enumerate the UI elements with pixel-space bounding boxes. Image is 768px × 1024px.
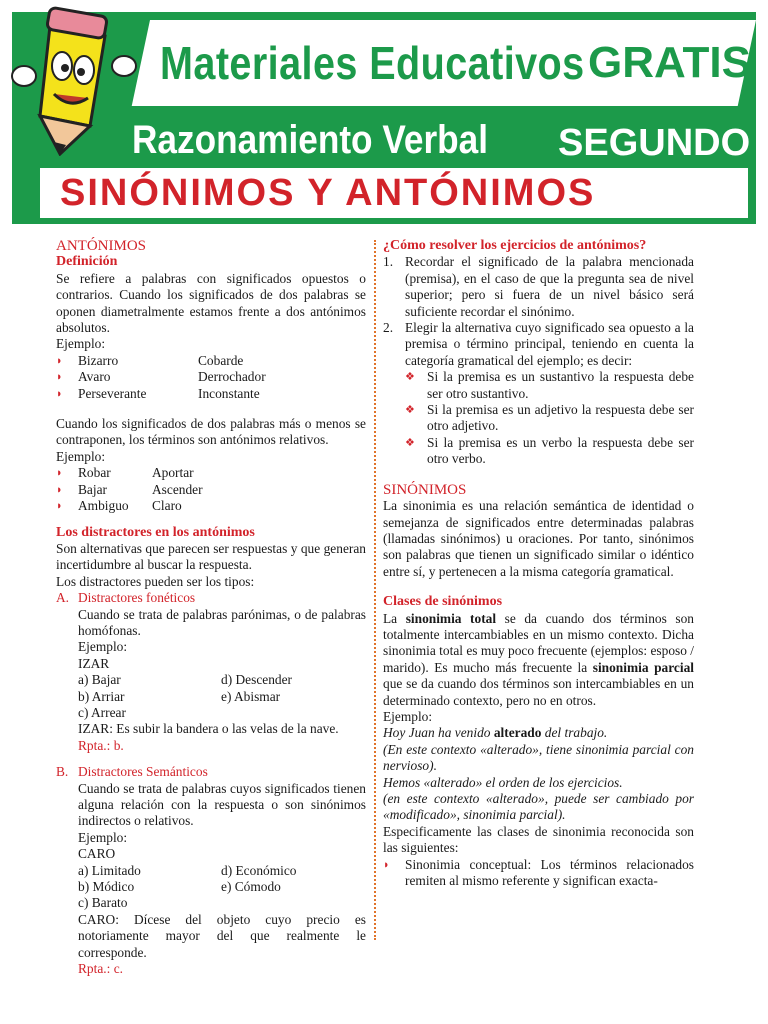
section-b-text: Cuando se trata de palabras cuyos significados tienen alguna relación con la respuesta o son sinónimos indirectos o relativos. bbox=[78, 780, 366, 829]
premise-word: CARO bbox=[78, 846, 116, 862]
como-resolver-heading: ¿Cómo resolver los ejercicios de antónimos? bbox=[383, 238, 647, 253]
bullet-icon: ◗ bbox=[56, 483, 63, 496]
bullet-icon: ◗ bbox=[56, 500, 63, 513]
brand-title: Materiales Educativos bbox=[160, 37, 585, 89]
pencil-mascot-icon bbox=[10, 6, 138, 156]
answer-label: Rpta.: b. bbox=[78, 737, 124, 753]
section-a-explanation: IZAR: Es subir la bandera o las velas de la nave. bbox=[78, 721, 339, 737]
example-note: (En este contexto «alterado», tiene sinonimia parcial con nervioso). bbox=[383, 741, 694, 774]
option-row: b) Módico e) Cómodo bbox=[78, 879, 281, 895]
sub-item: ❖ Si la premisa es un verbo la respuesta debe ser otro verbo. bbox=[405, 434, 694, 467]
clases-text: La sinonimia total se da cuando dos términos son totalmente intercambiables en un mismo contexto. Dicha sinonimia total es muy poco frecuente (ejemplos: esposo / marido). Es mucho más frecuente la sinonimia parcial que se da cuando dos términos son intercambiables en un determinado contexto, pero no en otros. bbox=[383, 610, 694, 708]
page-header bbox=[0, 0, 768, 228]
step-item: 1. Recordar el significado de la palabra mencionada (premisa), en el caso de que la pregunta sea de nivel superior; pero si fuera de un nivel básico será suficiente recordar el sinónimo. bbox=[383, 254, 694, 319]
section-b-heading: B. Distractores Semánticos bbox=[56, 764, 208, 780]
example-sentence: Hoy Juan ha venido alterado del trabajo. bbox=[383, 725, 608, 741]
option-row: c) Arrear bbox=[78, 704, 126, 720]
option-row: a) Bajar d) Descender bbox=[78, 672, 293, 688]
clases-list-intro: Especificamente las clases de sinonimia reconocida son las siguientes: bbox=[383, 823, 694, 856]
left-column bbox=[56, 238, 366, 977]
list-item: ◗ Bizarro Cobarde bbox=[56, 352, 244, 368]
list-item: ◗ Bajar Ascender bbox=[56, 481, 203, 497]
antonimos-heading: ANTÓNIMOS bbox=[56, 238, 146, 254]
example-label: Ejemplo: bbox=[56, 336, 106, 352]
option-row: b) Arriar e) Abismar bbox=[78, 688, 281, 704]
section-a-heading: A. Distractores fonéticos bbox=[56, 590, 196, 606]
list-item: ◗ Sinonimia conceptual: Los términos relacionados remiten al mismo referente y significan exacta- bbox=[383, 856, 694, 889]
list-item: ◗ Ambiguo Claro bbox=[56, 498, 182, 514]
option-row: c) Barato bbox=[78, 895, 128, 911]
bullet-icon: ◗ bbox=[56, 387, 63, 400]
distractores-types: Los distractores pueden ser los tipos: bbox=[56, 573, 255, 589]
example-sentence: Hemos «alterado» el orden de los ejercicios. bbox=[383, 774, 623, 790]
clases-heading: Clases de sinónimos bbox=[383, 594, 503, 610]
page-title: SINÓNIMOS Y ANTÓNIMOS bbox=[60, 172, 596, 214]
sub-item: ❖ Si la premisa es un sustantivo la respuesta debe ser otro sustantivo. bbox=[405, 369, 694, 401]
section-a-text: Cuando se trata de palabras parónimas, o de palabras homófonas. bbox=[78, 606, 366, 638]
example-label: Ejemplo: bbox=[78, 829, 128, 845]
section-b-explanation: CARO: Dícese del objeto cuyo precio es notoriamente mayor del que realmente le corresponde. bbox=[78, 911, 366, 960]
list-item: ◗ Avaro Derrochador bbox=[56, 369, 266, 385]
diamond-bullet-icon: ❖ bbox=[405, 371, 415, 384]
example-label: Ejemplo: bbox=[56, 448, 106, 464]
right-column bbox=[383, 238, 694, 889]
distractores-text: Son alternativas que parecen ser respuestas y que generan incertidumbre al buscar la respuesta. bbox=[56, 540, 366, 573]
grade-label: SEGUNDO bbox=[558, 122, 751, 164]
bullet-icon: ◗ bbox=[56, 371, 63, 384]
subject-title: Razonamiento Verbal bbox=[132, 118, 489, 162]
answer-label: Rpta.: c. bbox=[78, 961, 123, 977]
relative-text: Cuando los significados de dos palabras más o menos se contraponen, los términos son antónimos relativos. bbox=[56, 416, 366, 448]
bullet-icon: ◗ bbox=[56, 467, 63, 480]
distractores-heading: Los distractores en los antónimos bbox=[56, 524, 255, 540]
definition-text: Se refiere a palabras con significados opuestos o contrarios. Cuando los significados de dos palabras se oponen diametralmente estamos frente a dos antónimos absolutos. bbox=[56, 270, 366, 336]
example-note: (en este contexto «alterado», puede ser cambiado por «modificado», sinonimia parcial). bbox=[383, 791, 694, 823]
gratis-label: GRATIS bbox=[588, 38, 751, 87]
diamond-bullet-icon: ❖ bbox=[405, 404, 415, 417]
sub-item: ❖ Si la premisa es un adjetivo la respuesta debe ser otro adjetivo. bbox=[405, 402, 694, 434]
sinonimos-heading: SINÓNIMOS bbox=[383, 481, 467, 498]
diamond-bullet-icon: ❖ bbox=[405, 436, 415, 449]
premise-word: IZAR bbox=[78, 655, 110, 671]
step-item: 2. Elegir la alternativa cuyo significado sea opuesto a la premisa o término principal, teniendo en cuenta la categoría gramatical del ejemplo; es decir: bbox=[383, 320, 694, 368]
bullet-icon: ◗ bbox=[56, 354, 63, 367]
bullet-icon: ◗ bbox=[383, 858, 390, 871]
list-item: ◗ Perseverante Inconstante bbox=[56, 385, 260, 401]
definicion-heading: Definición bbox=[56, 254, 118, 270]
example-label: Ejemplo: bbox=[383, 708, 433, 724]
sinonimos-text: La sinonimia es una relación semántica de identidad o semejanza de significados entre determinadas palabras (llamadas sinónimos) u oraciones. Por tanto, sinónimos son palabras que tienen un significado similar o idéntico entre sí, y pertenecen a la misma categoría gramatical. bbox=[383, 498, 694, 579]
column-divider bbox=[374, 240, 376, 940]
list-item: ◗ Robar Aportar bbox=[56, 465, 194, 481]
option-row: a) Limitado d) Económico bbox=[78, 862, 297, 878]
example-label: Ejemplo: bbox=[78, 639, 128, 655]
